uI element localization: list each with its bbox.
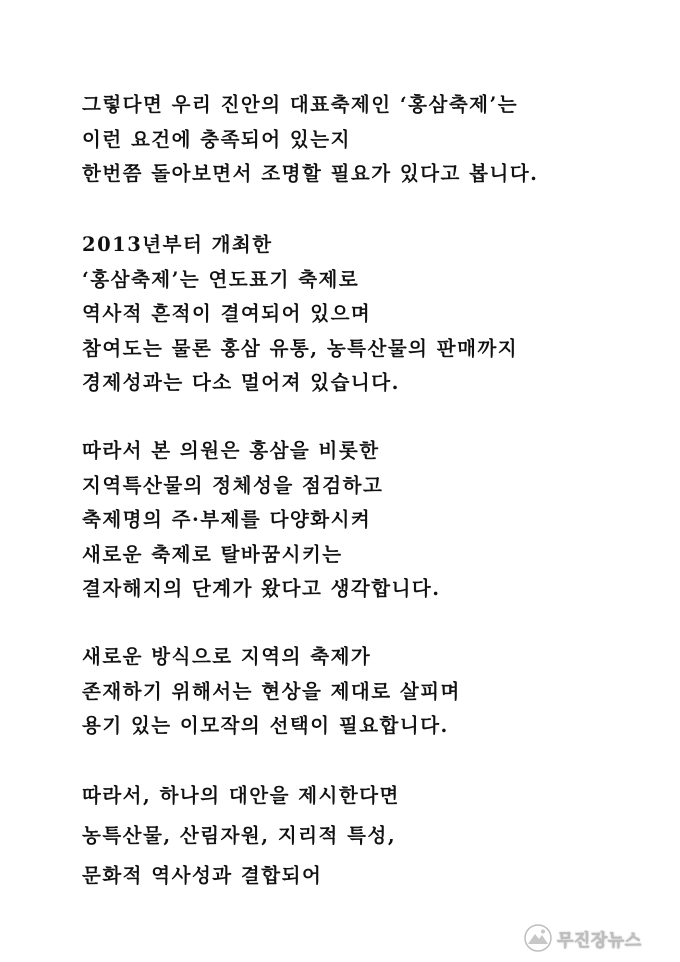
text-line: 참여도는 물론 홍삼 유통, 농특산물의 판매까지 <box>82 336 519 360</box>
text-line: ‘홍삼축제’는 연도표기 축제로 <box>82 267 360 291</box>
text-line: 경제성과는 다소 멀어져 있습니다. <box>82 371 400 394</box>
watermark <box>524 922 672 954</box>
text-line: 그렇다면 우리 진안의 대표축제인 ‘홍삼축제’는 <box>82 93 519 116</box>
text-line: 이런 요건에 충족되어 있는지 <box>82 127 351 151</box>
text-line: 2013년부터 개최한 <box>82 233 273 256</box>
text-line: 농특산물, 산림자원, 지리적 특성, <box>82 824 397 847</box>
mountain-logo-icon <box>524 924 552 952</box>
text-line: 축제명의 주·부제를 다양화시켜 <box>82 508 372 531</box>
text-line: 따라서 본 의원은 홍삼을 비롯한 <box>82 439 380 462</box>
text-line: 문화적 역사성과 결합되어 <box>82 864 323 887</box>
watermark-text: 무진장뉴스 <box>557 930 642 951</box>
text-line: 존재하기 위해서는 현상을 제대로 살피며 <box>82 679 461 703</box>
paragraph-5 <box>82 776 662 896</box>
text-line: 용기 있는 이모작의 선택이 필요합니다. <box>82 714 449 737</box>
text-line: 결자해지의 단계가 왔다고 생각합니다. <box>82 577 441 600</box>
text-line: 지역특산물의 정체성을 점검하고 <box>82 473 384 497</box>
text-line: 한번쯤 돌아보면서 조명할 필요가 있다고 봅니다. <box>82 162 539 185</box>
text-line: 역사적 흔적이 결여되어 있으며 <box>82 302 372 325</box>
paragraph-1 <box>82 88 662 192</box>
paragraph-3 <box>82 434 662 607</box>
text-line: 따라서, 하나의 대안을 제시한다면 <box>82 784 400 807</box>
text-line: 새로운 방식으로 지역의 축제가 <box>82 645 372 668</box>
paragraph-4 <box>82 640 662 744</box>
paragraph-2 <box>82 228 662 401</box>
text-line: 새로운 축제로 탈바꿈시키는 <box>82 542 343 566</box>
